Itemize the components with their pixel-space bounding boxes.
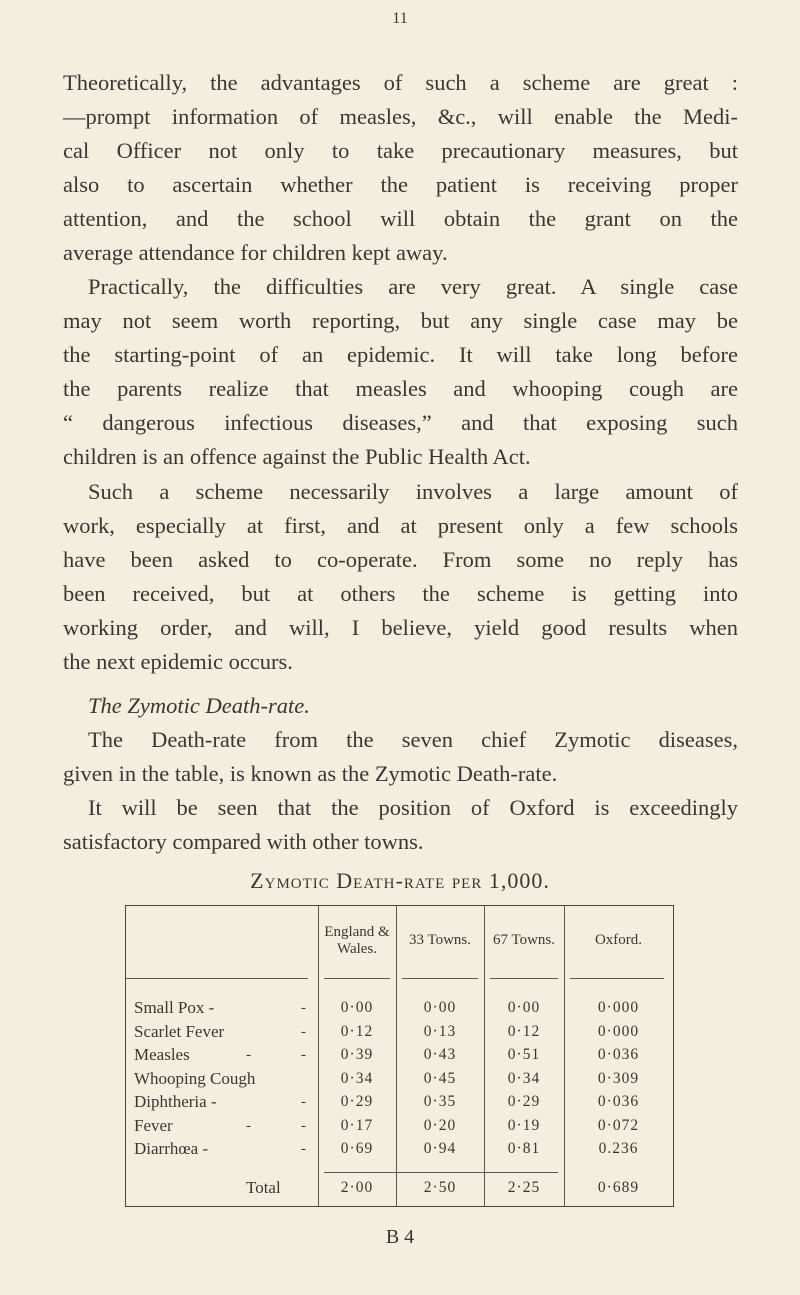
leader-dash: - (301, 1047, 306, 1063)
table-row-value: 0·94 (423, 1140, 457, 1157)
table-row-value: 0·81 (507, 1140, 541, 1157)
header-rule (324, 978, 390, 979)
table-row-value: 0·20 (423, 1116, 457, 1134)
table-row-value: 0·000 (597, 999, 640, 1016)
header-oxford: Oxford. (594, 932, 643, 948)
table-row-value: 0·036 (597, 1093, 640, 1110)
table-row-value: 0·19 (507, 1116, 541, 1134)
text-line: given in the table, is known as the Zymotic Death-rate. (63, 761, 558, 786)
text-line: work, especially at first, and at present only a few schools (63, 513, 738, 538)
header-67-towns: 67 Towns. (492, 932, 555, 948)
text-line: the starting-point of an epidemic. It will take long before (63, 342, 738, 367)
table-row-label: Diarrhœa - (134, 1139, 209, 1158)
text-line: Such a scheme necessarily involves a large amount of (88, 479, 738, 504)
text-line: cal Officer not only to take precautionary measures, but (63, 138, 738, 163)
leader-dash: - (246, 1117, 251, 1134)
text-line: also to ascertain whether the patient is receiving proper (63, 172, 738, 197)
text-line: attention, and the school will obtain the grant on the (63, 206, 738, 231)
table-row-value: 0·29 (507, 1093, 541, 1110)
table-row-value: 0·29 (340, 1093, 374, 1110)
text-line: the next epidemic occurs. (63, 649, 293, 674)
header-33-towns: 33 Towns. (408, 932, 471, 948)
table-row-value: 0·43 (423, 1046, 457, 1063)
header-rule (570, 978, 664, 979)
table-row-value: 0·12 (340, 1022, 374, 1040)
leader-dash: - (301, 1023, 306, 1040)
column-divider (484, 906, 485, 1206)
total-row-value: 2·25 (507, 1179, 541, 1196)
header-england-wales: England & Wales. (324, 924, 390, 957)
table-row-value: 0·00 (507, 999, 541, 1016)
leader-dash: - (301, 1117, 306, 1134)
table-row-label: Small Pox - (134, 998, 215, 1017)
text-line: The Death-rate from the seven chief Zymotic diseases, (88, 727, 738, 752)
leader-dash: - (246, 1047, 251, 1063)
total-row-value: 2·00 (340, 1179, 374, 1196)
table-row-label: Measles (134, 1045, 190, 1064)
total-row-label: Total (246, 1178, 281, 1197)
table-row-value: 0·309 (597, 1069, 640, 1087)
table-row-label: Fever (134, 1115, 173, 1135)
text-line: working order, and will, I believe, yield good results when (63, 615, 738, 640)
table-row-value: 0·000 (597, 1022, 640, 1040)
table-row-value: 0·35 (423, 1093, 457, 1110)
table-row-value: 0·072 (597, 1116, 640, 1134)
text-line: the parents realize that measles and whooping cough are (63, 376, 738, 401)
column-divider (564, 906, 565, 1206)
total-rule (324, 1172, 558, 1173)
text-line: may not seem worth reporting, but any single case may be (63, 308, 738, 333)
header-rule (126, 978, 308, 979)
page-number: 11 (392, 10, 408, 27)
table-row-value: 0·12 (507, 1022, 541, 1040)
total-row-value: 2·50 (423, 1179, 457, 1196)
table-row-label: Diphtheria - (134, 1092, 217, 1111)
table-row-value: 0.236 (598, 1140, 639, 1157)
table-row-value: 0·00 (423, 999, 457, 1016)
signature-mark: B 4 (385, 1226, 415, 1248)
death-rate-table (125, 905, 674, 1207)
text-line: Practically, the difficulties are very great. A single case (88, 274, 738, 299)
text-line: Theoretically, the advantages of such a scheme are great : (63, 70, 738, 95)
text-line: satisfactory compared with other towns. (63, 829, 424, 854)
table-row-value: 0·036 (597, 1046, 640, 1063)
table-row-value: 0·39 (340, 1046, 374, 1063)
text-line: been received, but at others the scheme is getting into (63, 581, 738, 606)
section-heading: The Zymotic Death-rate. (88, 693, 310, 718)
table-row-value: 0·34 (507, 1069, 541, 1087)
table-row-value: 0·45 (423, 1069, 457, 1087)
table-row-value: 0·17 (340, 1116, 374, 1134)
leader-dash: - (301, 1000, 306, 1016)
table-row-label: Whooping Cough (134, 1068, 256, 1088)
table-row-label: Scarlet Fever (134, 1021, 225, 1041)
total-row-value: 0·689 (597, 1179, 640, 1196)
text-line: children is an offence against the Public Health Act. (63, 444, 531, 469)
text-line: It will be seen that the position of Oxford is exceedingly (88, 795, 738, 820)
text-line: “ dangerous infectious diseases,” and that exposing such (63, 410, 738, 435)
table-row-value: 0·34 (340, 1069, 374, 1087)
leader-dash: - (301, 1094, 306, 1110)
leader-dash: - (301, 1141, 306, 1157)
column-divider (318, 906, 319, 1206)
table-row-value: 0·69 (340, 1140, 374, 1157)
table-row-value: 0·51 (507, 1046, 541, 1063)
column-divider (396, 906, 397, 1206)
header-rule (490, 978, 558, 979)
text-line: average attendance for children kept away. (63, 240, 448, 265)
table-row-value: 0·13 (423, 1022, 457, 1040)
table-row-value: 0·00 (340, 999, 374, 1016)
table-title: Zymotic Death-rate per 1,000. (250, 868, 550, 893)
text-line: —prompt information of measles, &c., will enable the Medi- (63, 104, 738, 129)
text-line: have been asked to co-operate. From some no reply has (63, 547, 738, 572)
header-rule (402, 978, 478, 979)
